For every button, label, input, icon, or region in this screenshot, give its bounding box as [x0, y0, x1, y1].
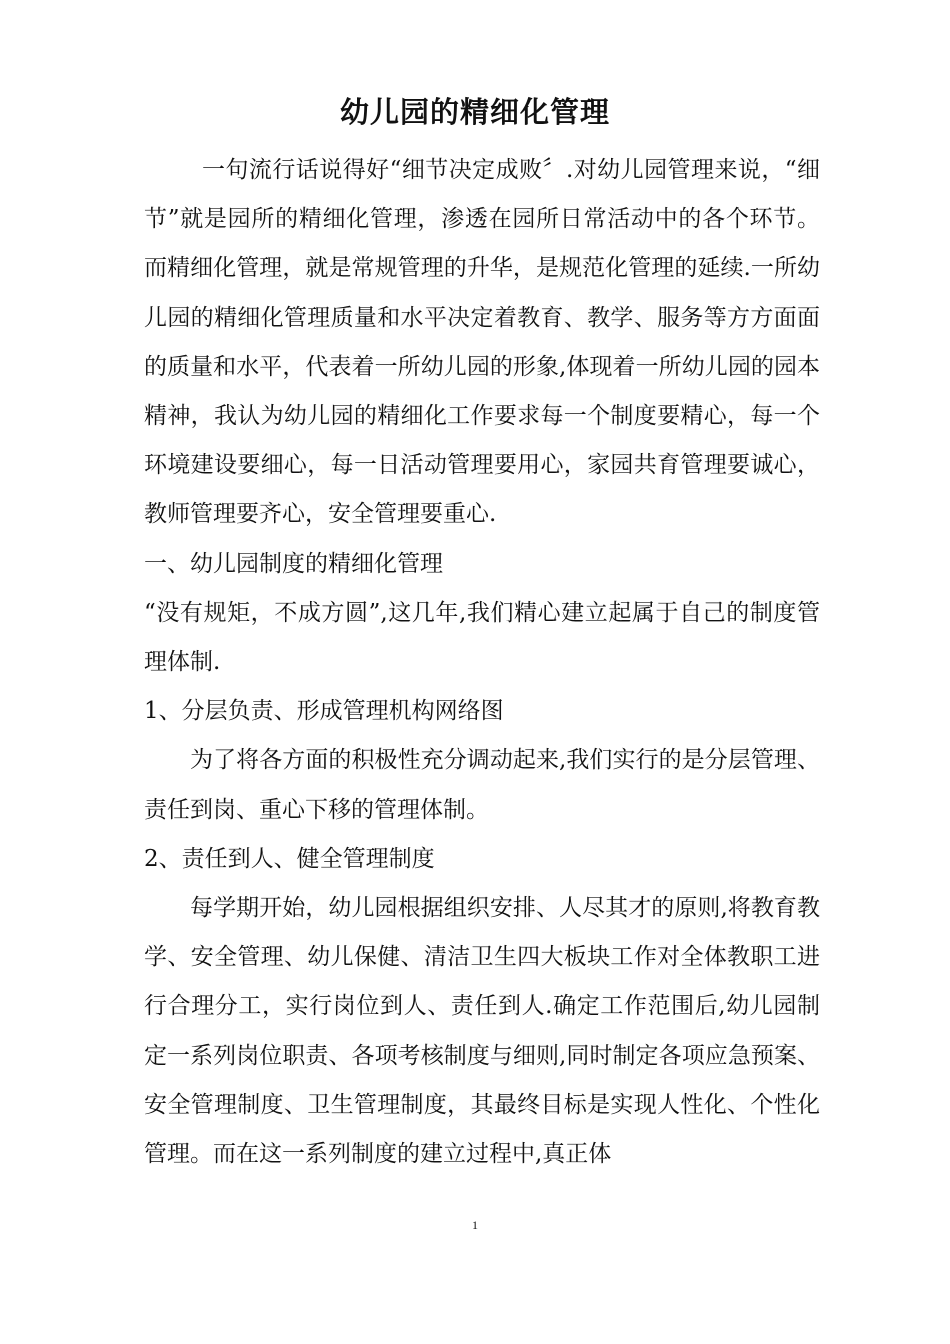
document-title: 幼儿园的精细化管理 — [339, 95, 610, 129]
page-number: 1 — [472, 1218, 478, 1232]
intro-paragraph: 一句流行话说得好“细节决定成败〞.对幼儿园管理来说，“细节”就是园所的精细化管理，渗透在园所日常活动中的各个环节。而精细化管理，就是常规管理的升华，是规范化管理的延续.一所幼儿园的精细化管理质量和水平决定着教育、教学、服务等方方面面的质量和水平，代表着一所幼儿园的形象,体现着一所幼儿园的园本精神，我认为幼儿园的精细化工作要求每一个制度要精心，每一个环境建设要细心，每一日活动管理要用心，家园共育管理要诚心，教师管理要齐心，安全管理要重心. — [144, 157, 820, 528]
subsection-2-paragraph: 每学期开始，幼儿园根据组织安排、人尽其才的原则,将教育教学、安全管理、幼儿保健、清洁卫生四大板块工作对全体教职工进行合理分工，实行岗位到人、责任到人.确定工作范围后,幼儿园制定一系列岗位职责、各项考核制度与细则,同时制定各项应急预案、安全管理制度、卫生管理制度，其最终目标是实现人性化、个性化管理。而在这一系列制度的建立过程中,真正体 — [144, 895, 820, 1168]
section-heading-1: 一、幼儿园制度的精细化管理 — [144, 550, 443, 577]
subsection-1-paragraph: 为了将各方面的积极性充分调动起来,我们实行的是分层管理、责任到岗、重心下移的管理体制。 — [144, 747, 820, 823]
subsection-heading-2: 2、责任到人、健全管理制度 — [144, 845, 435, 872]
section-1-paragraph: “没有规矩，不成方圆”,这几年,我们精心建立起属于自己的制度管理体制. — [144, 599, 820, 676]
document-body — [144, 146, 820, 1179]
subsection-heading-1: 1、分层负责、形成管理机构网络图 — [144, 698, 504, 725]
